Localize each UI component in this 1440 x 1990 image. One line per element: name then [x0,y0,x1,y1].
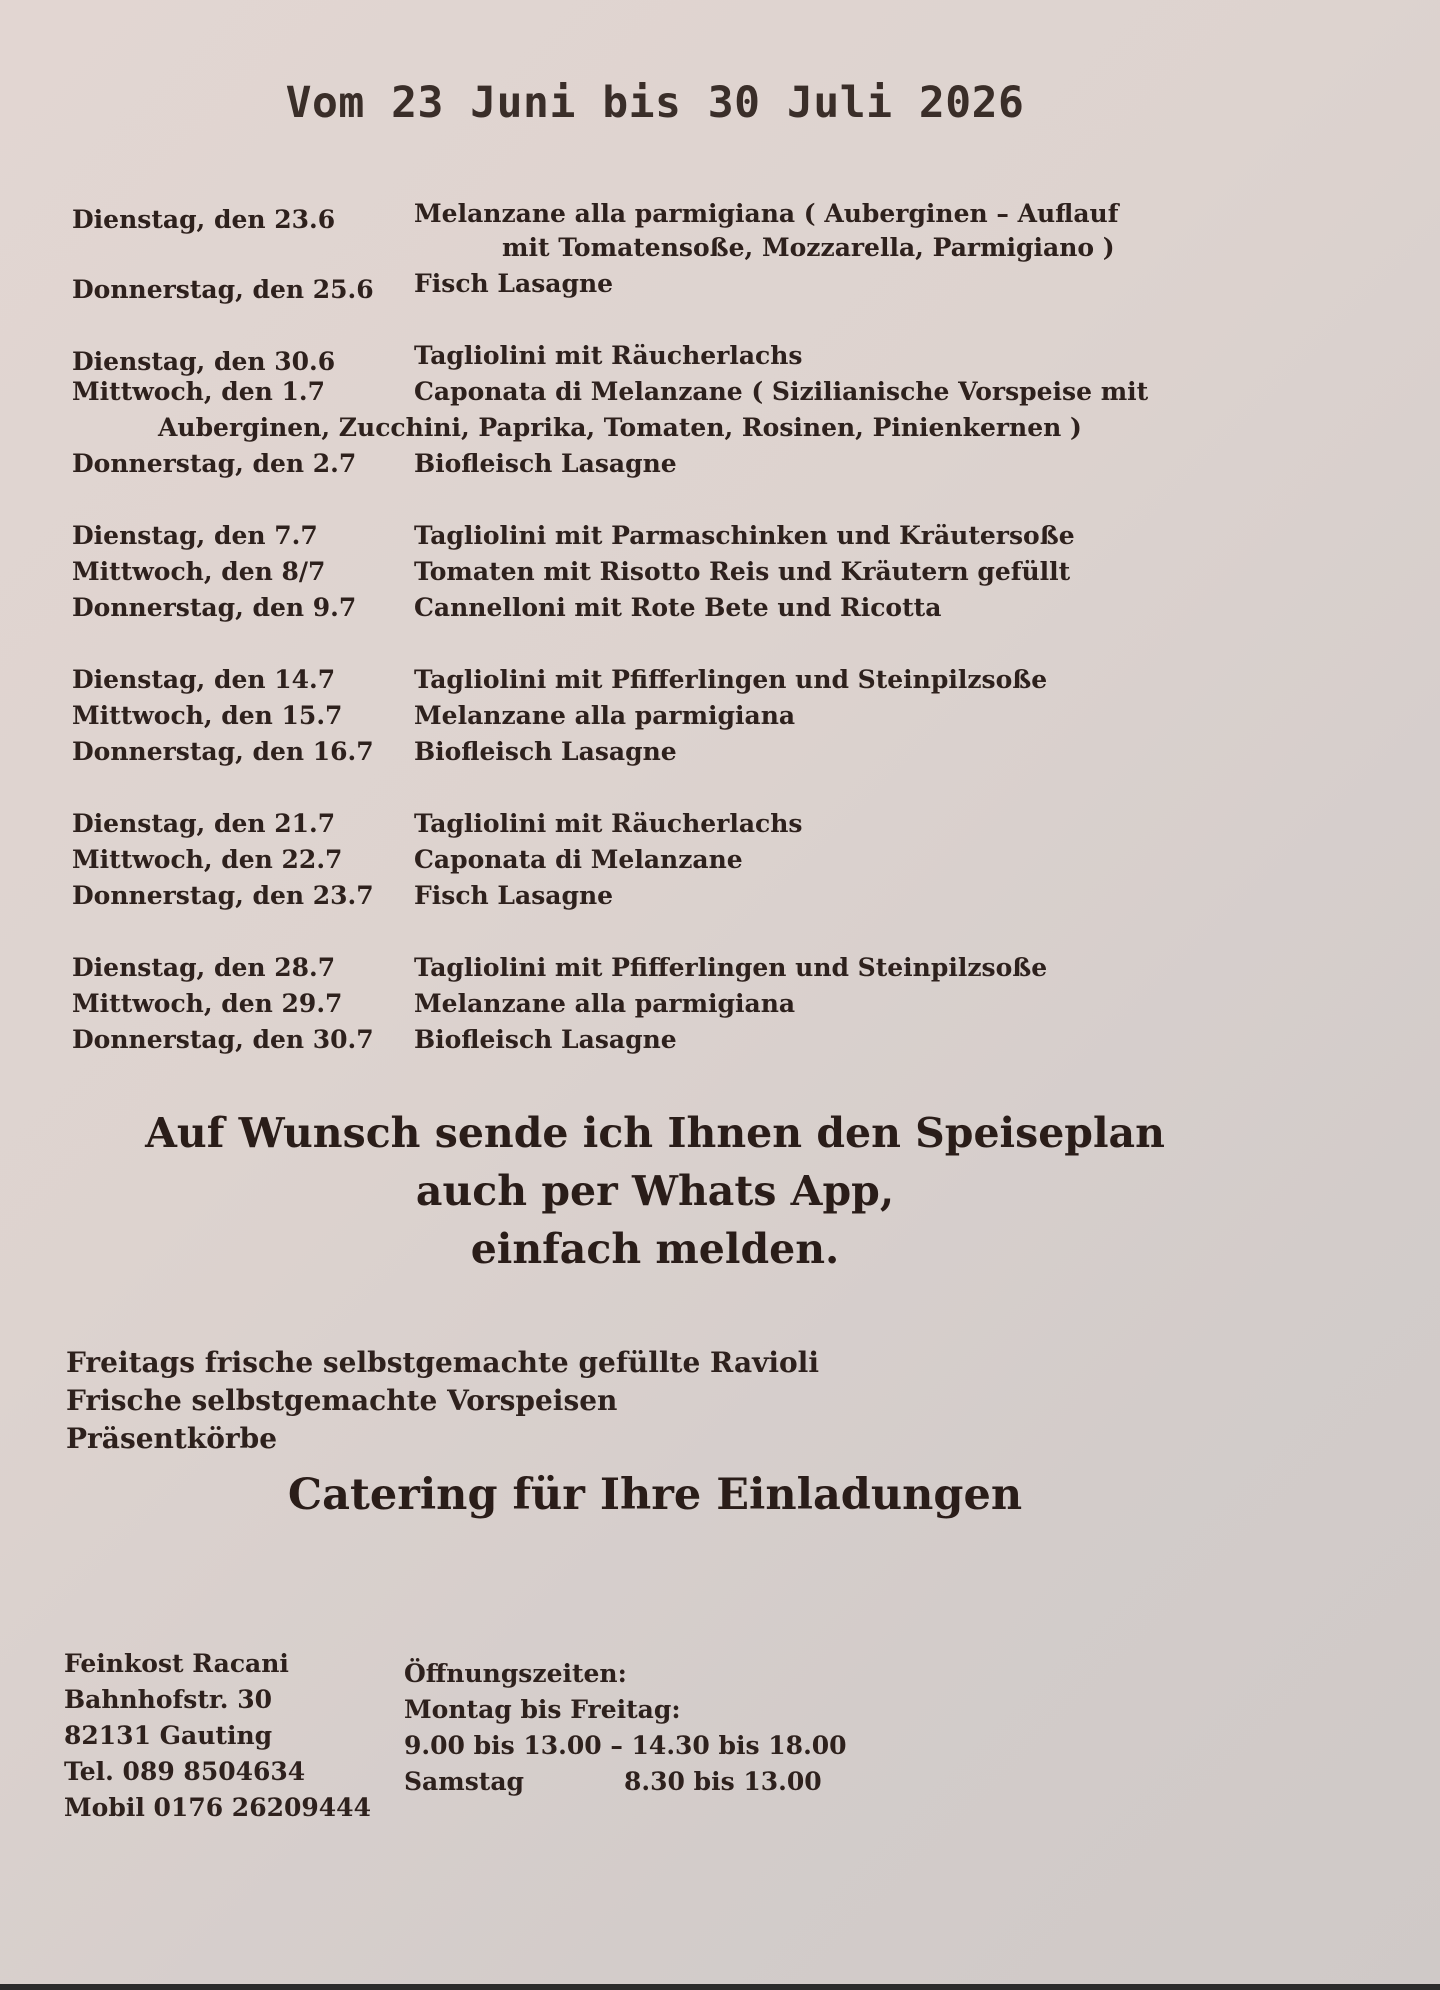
menu-day: Dienstag, den 23.6 [72,205,336,234]
menu-dish: Biofleisch Lasagne [414,1025,677,1054]
menu-dish: Tomaten mit Risotto Reis und Kräutern gefüllt [414,557,1071,586]
menu-day: Mittwoch, den 29.7 [72,989,343,1018]
menu-dish: Fisch Lasagne [414,269,614,298]
menu-row [72,806,1222,842]
opening-hours-heading: Öffnungszeiten: [404,1659,627,1688]
menu-row [72,266,1222,302]
menu-day: Donnerstag, den 9.7 [72,593,357,622]
shop-name: Feinkost Racani [64,1649,289,1678]
menu-row [72,698,1222,734]
menu-row [72,374,1222,410]
menu-row [72,446,1222,482]
page-title: Vom 23 Juni bis 30 Juli 2026 [285,78,1025,128]
menu-day: Donnerstag, den 23.7 [72,881,374,910]
menu-day: Dienstag, den 7.7 [72,521,318,550]
menu-week-1 [72,196,1222,302]
catering-heading: Catering für Ihre Einladungen [287,1470,1023,1520]
menu-day: Dienstag, den 28.7 [72,953,336,982]
menu-row [72,986,1222,1022]
menu-day: Mittwoch, den 1.7 [72,377,326,406]
notice-line: Auf Wunsch sende ich Ihnen den Speiseplan [145,1109,1165,1157]
menu-row [72,662,1222,698]
menu-week-2 [72,338,1222,482]
menu-row [72,554,1222,590]
menu-dish: Tagliolini mit Parmaschinken und Kräutersoße [414,521,1075,550]
shop-street: Bahnhofstr. 30 [64,1685,272,1714]
saturday-label: Samstag [404,1767,525,1796]
menu-week-4 [72,662,1222,770]
menu-day: Mittwoch, den 8/7 [72,557,326,586]
opening-hours [404,1656,847,1800]
shop-address [64,1646,371,1826]
whatsapp-notice [0,1104,1310,1278]
menu-day: Mittwoch, den 22.7 [72,845,343,874]
saturday-times: 8.30 bis 13.00 [624,1767,822,1796]
menu-day: Donnerstag, den 25.6 [72,275,374,304]
extra-offer-item: Freitags frische selbstgemachte gefüllte Ravioli [66,1346,819,1379]
saturday-row [404,1764,847,1800]
menu-row [72,590,1222,626]
menu-dish: Biofleisch Lasagne [414,737,677,766]
weekdays-times: 9.00 bis 13.00 – 14.30 bis 18.00 [404,1731,847,1760]
menu-week-5 [72,806,1222,914]
shop-city: 82131 Gauting [64,1721,273,1750]
menu-row [72,196,1222,232]
menu-day: Dienstag, den 21.7 [72,809,336,838]
menu-day: Mittwoch, den 15.7 [72,701,343,730]
menu-dish-continuation: mit Tomatensoße, Mozzarella, Parmigiano ) [502,233,1115,262]
menu-day: Dienstag, den 14.7 [72,665,336,694]
shop-phone: Tel. 089 8504634 [64,1757,306,1786]
menu-dish: Biofleisch Lasagne [414,449,677,478]
menu-dish-continuation: Auberginen, Zucchini, Paprika, Tomaten, Rosinen, Pinienkernen ) [158,413,1082,442]
bottom-edge [0,1984,1440,1990]
menu-dish: Tagliolini mit Räucherlachs [414,809,803,838]
menu-row [72,950,1222,986]
menu-row [72,878,1222,914]
extra-offer-item: Frische selbstgemachte Vorspeisen [66,1384,618,1417]
menu-day: Donnerstag, den 2.7 [72,449,357,478]
menu-week-6 [72,950,1222,1058]
menu-dish: Tagliolini mit Pfifferlingen und Steinpilzsoße [414,665,1048,694]
extra-offer-item: Präsentkörbe [66,1422,278,1455]
menu-dish: Melanzane alla parmigiana ( Auberginen – Auflauf [414,199,1119,228]
menu-row [72,1022,1222,1058]
menu-dish: Caponata di Melanzane [414,845,743,874]
menu-day: Dienstag, den 30.6 [72,347,336,376]
menu-dish: Caponata di Melanzane ( Sizilianische Vorspeise mit [414,377,1149,406]
weekdays-label: Montag bis Freitag: [404,1695,681,1724]
menu-row [72,518,1222,554]
extra-offers [66,1344,819,1458]
menu-dish: Melanzane alla parmigiana [414,989,796,1018]
menu-dish: Fisch Lasagne [414,881,614,910]
weekly-menu [72,196,1222,1094]
menu-dish: Tagliolini mit Pfifferlingen und Steinpilzsoße [414,953,1048,982]
shop-mobile: Mobil 0176 26209444 [64,1793,371,1822]
menu-dish: Tagliolini mit Räucherlachs [414,341,803,370]
menu-row [72,842,1222,878]
menu-dish: Cannelloni mit Rote Bete und Ricotta [414,593,942,622]
menu-dish: Melanzane alla parmigiana [414,701,796,730]
menu-day: Donnerstag, den 30.7 [72,1025,374,1054]
menu-day: Donnerstag, den 16.7 [72,737,374,766]
notice-line: einfach melden. [470,1225,840,1273]
menu-row [72,338,1222,374]
menu-row [72,734,1222,770]
notice-line: auch per Whats App, [415,1167,895,1215]
menu-week-3 [72,518,1222,626]
